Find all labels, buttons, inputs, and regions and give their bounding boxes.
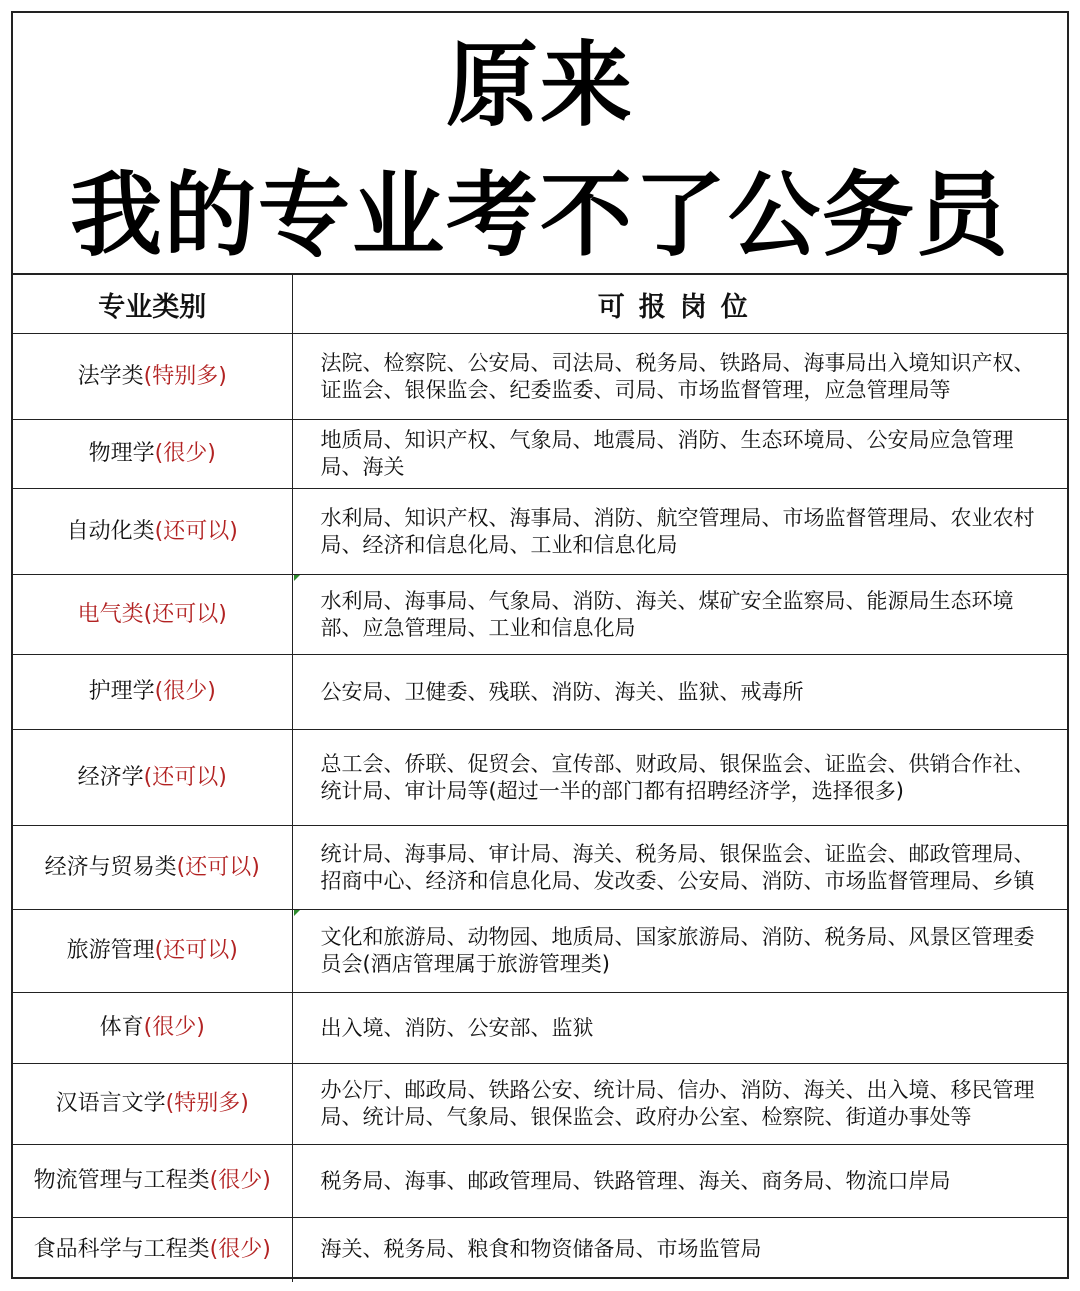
page-title-line-2: 我的专业考不了公务员 — [69, 162, 1010, 269]
page-title-line-1: 原来 — [445, 32, 634, 139]
cell-corner-marker — [294, 575, 300, 581]
table-row — [13, 826, 1067, 910]
major-note: (还可以) — [143, 764, 227, 790]
major-note: (很少) — [209, 1236, 271, 1262]
posts-cell: 法院、检察院、公安局、司法局、税务局、铁路局、海事局出入境知识产权、证监会、银保监会、纪委监委、司局、市场监督管理，应急管理局等 — [292, 334, 1067, 420]
table-row — [13, 730, 1067, 826]
major-cell — [13, 489, 292, 575]
major-cell — [13, 575, 292, 655]
table-row — [13, 655, 1067, 730]
major-name: 经济与贸易类 — [44, 854, 177, 880]
posts-cell: 办公厅、邮政局、铁路公安、统计局、信办、消防、海关、出入境、移民管理局、统计局、气象局、银保监会、政府办公室、检察院、街道办事处等 — [292, 1064, 1067, 1145]
title-area — [13, 13, 1067, 275]
posts-cell: 税务局、海事、邮政管理局、铁路管理、海关、商务局、物流口岸局 — [292, 1145, 1067, 1218]
majors-table — [13, 275, 1067, 1282]
header-available-posts: 可报岗位 — [292, 275, 1067, 334]
posts-cell: 出入境、消防、公安部、监狱 — [292, 993, 1067, 1064]
table-row — [13, 1064, 1067, 1145]
major-note: (很少) — [209, 1168, 271, 1193]
major-note: (特别多) — [165, 1091, 249, 1116]
header-major-category: 专业类别 — [13, 275, 292, 334]
major-cell — [13, 1145, 292, 1218]
cell-corner-marker — [294, 910, 300, 916]
major-note: (很少) — [143, 1015, 205, 1040]
table-row — [13, 993, 1067, 1064]
posts-cell: 总工会、侨联、促贸会、宣传部、财政局、银保监会、证监会、供销合作社、统计局、审计局等(超过一半的部门都有招聘经济学，选择很多) — [292, 730, 1067, 826]
major-note: (特别多) — [143, 363, 227, 389]
table-row — [13, 334, 1067, 420]
major-name: 物流管理与工程类 — [33, 1168, 210, 1193]
major-note: (还可以) — [143, 601, 227, 627]
major-cell — [13, 1064, 292, 1145]
table-row — [13, 575, 1067, 655]
major-cell — [13, 334, 292, 420]
major-cell — [13, 420, 292, 489]
posts-cell: 地质局、知识产权、气象局、地震局、消防、生态环境局、公安局应急管理局、海关 — [292, 420, 1067, 489]
table-row — [13, 1218, 1067, 1282]
major-name: 自动化类 — [66, 518, 155, 544]
posts-cell: 水利局、知识产权、海事局、消防、航空管理局、市场监督管理局、农业农村局、经济和信息化局、工业和信息化局 — [292, 489, 1067, 575]
major-cell — [13, 655, 292, 730]
major-name: 经济学 — [77, 764, 144, 790]
major-name: 食品科学与工程类 — [33, 1236, 210, 1262]
major-note: (很少) — [154, 441, 216, 466]
posts-cell: 文化和旅游局、动物园、地质局、国家旅游局、消防、税务局、风景区管理委员会(酒店管理属于旅游管理类) — [292, 910, 1067, 993]
major-cell — [13, 1218, 292, 1282]
major-name: 电气类 — [77, 601, 144, 627]
document-sheet — [11, 11, 1069, 1279]
major-name: 物理学 — [88, 441, 155, 466]
major-note: (很少) — [154, 679, 216, 704]
major-cell — [13, 826, 292, 910]
posts-cell: 水利局、海事局、气象局、消防、海关、煤矿安全监察局、能源局生态环境部、应急管理局、工业和信息化局 — [292, 575, 1067, 655]
major-name: 法学类 — [77, 363, 144, 389]
posts-cell: 统计局、海事局、审计局、海关、税务局、银保监会、证监会、邮政管理局、招商中心、经济和信息化局、发改委、公安局、消防、市场监督管理局、乡镇 — [292, 826, 1067, 910]
major-note: (还可以) — [154, 518, 238, 544]
table-row — [13, 1145, 1067, 1218]
major-note: (还可以) — [154, 938, 238, 963]
major-name: 旅游管理 — [66, 938, 155, 963]
major-name: 体育 — [99, 1015, 144, 1040]
major-cell — [13, 730, 292, 826]
posts-cell: 公安局、卫健委、残联、消防、海关、监狱、戒毒所 — [292, 655, 1067, 730]
major-cell — [13, 993, 292, 1064]
major-cell — [13, 910, 292, 993]
major-name: 护理学 — [88, 679, 155, 704]
table-header-row — [13, 275, 1067, 334]
table-row — [13, 910, 1067, 993]
major-note: (还可以) — [176, 854, 260, 880]
table-row — [13, 489, 1067, 575]
major-name: 汉语言文学 — [55, 1091, 166, 1116]
table-row — [13, 420, 1067, 489]
posts-cell: 海关、税务局、粮食和物资储备局、市场监管局 — [292, 1218, 1067, 1282]
